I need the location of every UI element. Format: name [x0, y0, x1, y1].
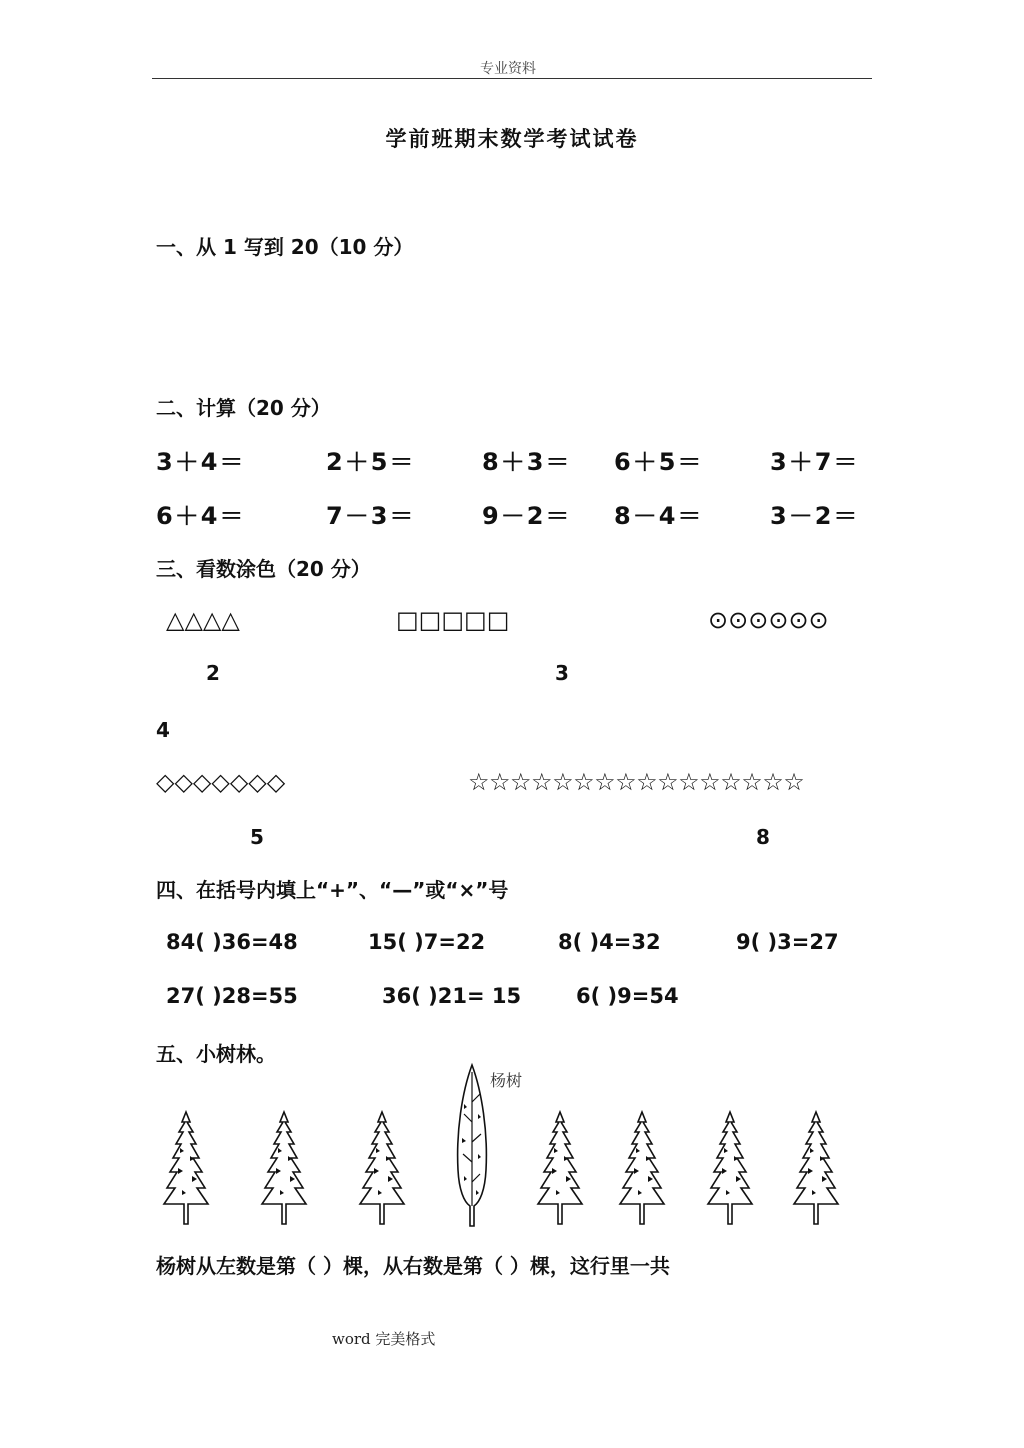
calc-item: 6＋5＝	[614, 448, 704, 476]
page-footer: word 完美格式	[332, 1330, 436, 1348]
page-title: 学前班期末数学考试试卷	[385, 127, 639, 151]
circle-count: 4	[156, 718, 170, 742]
calc-item: 6＋4＝	[156, 502, 246, 530]
operator-blank-item: 84( )36=48	[166, 930, 298, 954]
square-count: 3	[555, 661, 569, 685]
operator-blank-item: 8( )4=32	[558, 930, 661, 954]
pine-tree-icon	[160, 1108, 212, 1226]
calc-item: 3－2＝	[770, 502, 860, 530]
triangle-count: 2	[206, 661, 220, 685]
operator-blank-item: 15( )7=22	[368, 930, 486, 954]
calc-item: 8＋3＝	[482, 448, 572, 476]
header-rule	[152, 78, 872, 79]
operator-blank-item: 36( )21= 15	[382, 984, 522, 1008]
diamond-count: 5	[250, 825, 264, 849]
square-shapes: □□□□□	[396, 606, 510, 634]
poplar-tree-icon	[452, 1062, 492, 1230]
section-4-heading: 四、在括号内填上“+”、“—”或“×”号	[156, 878, 509, 902]
diamond-shapes: ◇◇◇◇◇◇◇	[156, 768, 286, 796]
pine-tree-icon	[356, 1108, 408, 1226]
calc-item: 9－2＝	[482, 502, 572, 530]
pine-tree-icon	[616, 1108, 668, 1226]
section-3-heading: 三、看数涂色（20 分）	[156, 557, 371, 581]
calc-item: 7－3＝	[326, 502, 416, 530]
calc-item: 3＋7＝	[770, 448, 860, 476]
pine-tree-icon	[790, 1108, 842, 1226]
section-5-heading: 五、小树林。	[156, 1042, 276, 1066]
calc-item: 8－4＝	[614, 502, 704, 530]
tree-question: 杨树从左数是第（ ）棵，从右数是第（ ）棵，这行里一共	[156, 1254, 670, 1278]
pine-tree-icon	[704, 1108, 756, 1226]
operator-blank-item: 9( )3=27	[736, 930, 839, 954]
star-shapes: ☆☆☆☆☆☆☆☆☆☆☆☆☆☆☆☆	[468, 768, 805, 796]
section-2-heading: 二、计算（20 分）	[156, 396, 331, 420]
page-header: 专业资料	[480, 61, 536, 77]
calc-item: 2＋5＝	[326, 448, 416, 476]
pine-tree-icon	[258, 1108, 310, 1226]
operator-blank-item: 27( )28=55	[166, 984, 298, 1008]
section-1-heading: 一、从 1 写到 20（10 分）	[156, 235, 414, 259]
star-count: 8	[756, 825, 770, 849]
pine-tree-icon	[534, 1108, 586, 1226]
calc-item: 3＋4＝	[156, 448, 246, 476]
poplar-label: 杨树	[490, 1071, 523, 1090]
triangle-shapes: △△△△	[166, 606, 240, 634]
operator-blank-item: 6( )9=54	[576, 984, 679, 1008]
circle-shapes: ⊙⊙⊙⊙⊙⊙	[708, 606, 829, 634]
